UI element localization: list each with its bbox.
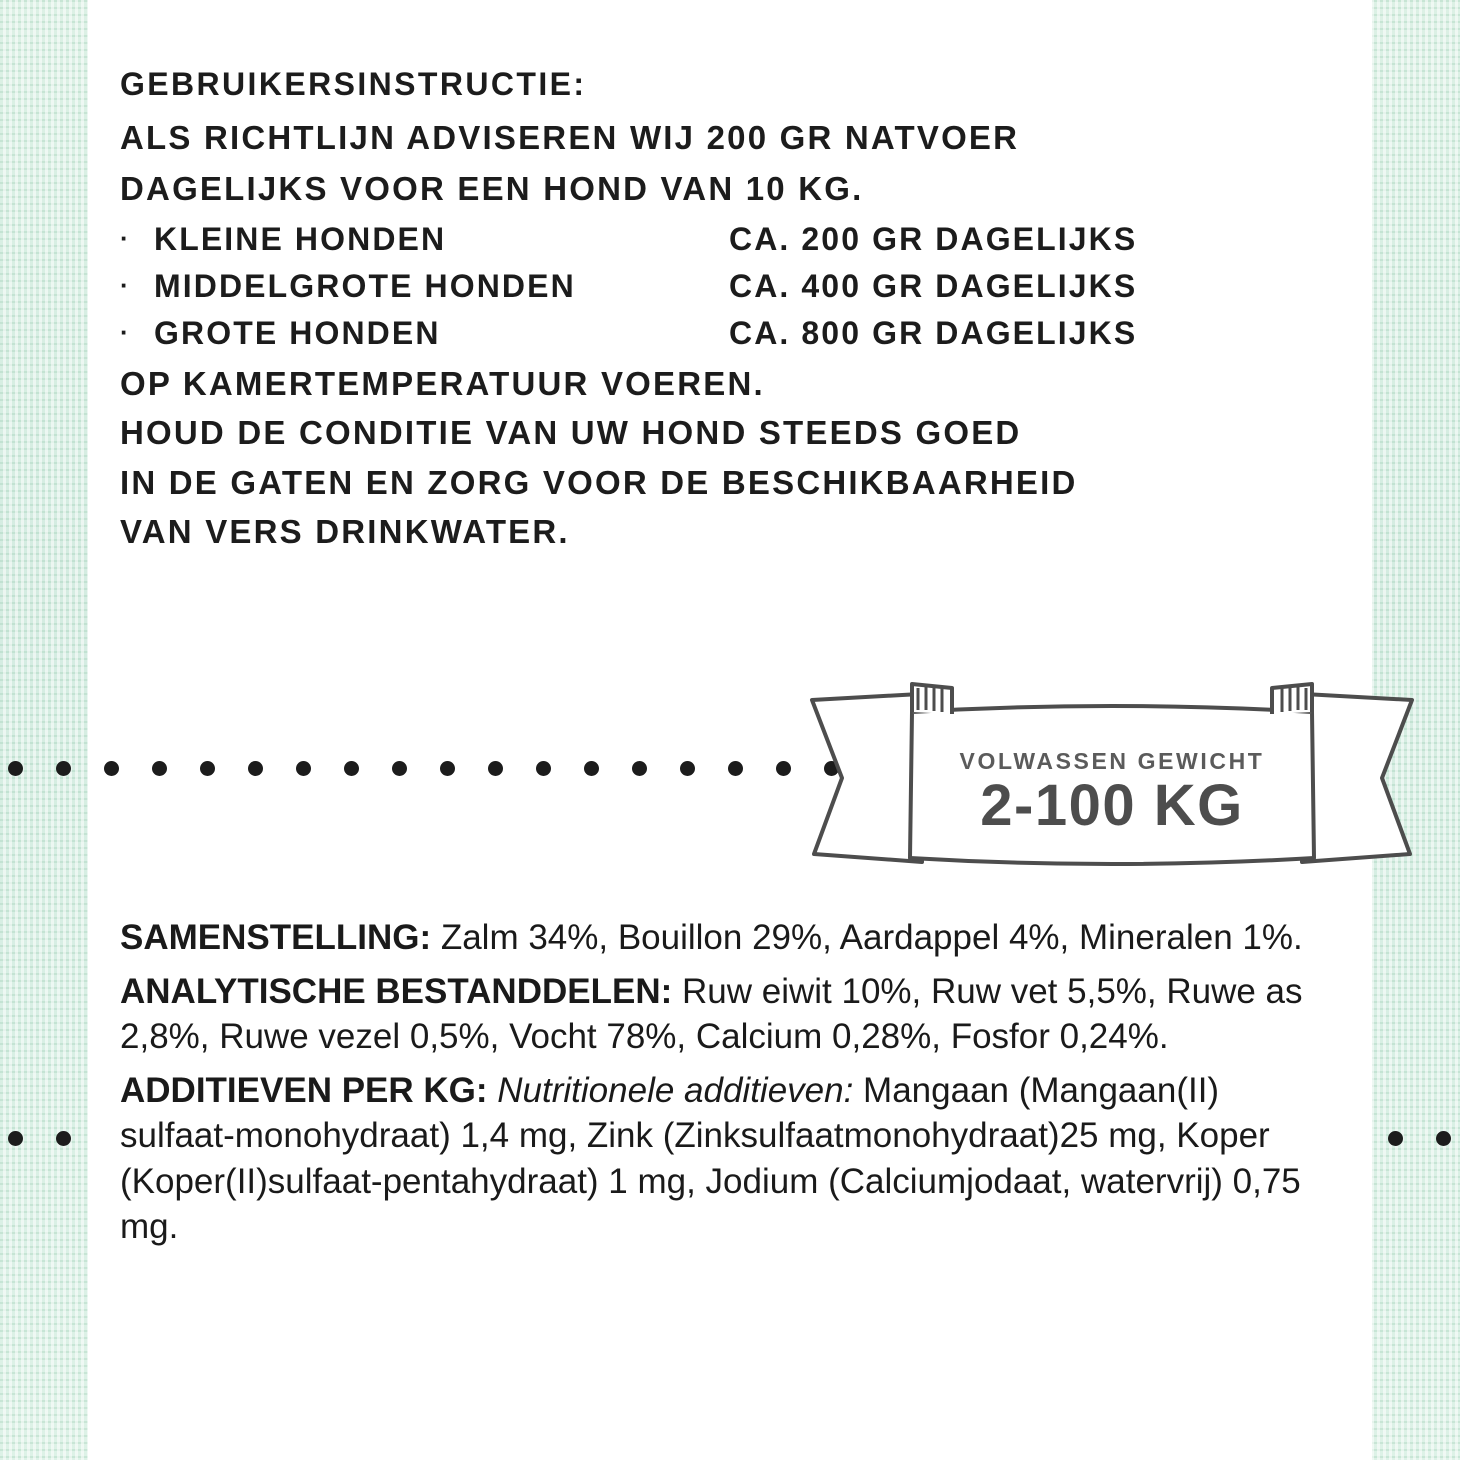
banner-text-group — [802, 672, 1422, 872]
feeding-size-label: KLEINE HONDEN — [154, 221, 447, 258]
instructions-lead-line-2: DAGELIJKS VOOR EEN HOND VAN 10 KG. — [120, 169, 864, 207]
feeding-row — [120, 263, 1340, 310]
nutrition-information — [120, 915, 1340, 1258]
feeding-size-label: GROTE HONDEN — [154, 314, 441, 351]
analytical-paragraph — [120, 969, 1340, 1060]
additives-paragraph — [120, 1068, 1340, 1250]
feeding-amount-label: CA. 800 GR DAGELIJKS — [729, 314, 1138, 351]
feeding-instructions — [120, 0, 1340, 555]
banner-caption: VOLWASSEN GEWICHT — [959, 748, 1265, 774]
bullet-icon: · — [120, 269, 131, 300]
analytical-title: ANALYTISCHE BESTANDDELEN: — [120, 971, 673, 1011]
bullet-icon: · — [120, 316, 131, 347]
instructions-outro-line-2: HOUD DE CONDITIE VAN UW HOND STEEDS GOED — [120, 414, 1022, 452]
composition-title: SAMENSTELLING: — [120, 918, 432, 957]
composition-text: Zalm 34%, Bouillon 29%, Aardappel 4%, Mineralen 1%. — [431, 918, 1303, 957]
instructions-heading: GEBRUIKERSINSTRUCTIE: — [120, 66, 587, 102]
feeding-table — [120, 216, 1340, 356]
instructions-outro-line-4: VAN VERS DRINKWATER. — [120, 512, 570, 550]
additives-text: Mangaan (Mangaan(II) sulfaat-monohydraat) 1,4 mg, Zink (Zinksulfaatmonohydraat)25 mg, Koper (Koper(II)sulfaat-pentahydraat) 1 mg, Jodium (Calciumjodaat, watervrij) 0,75 mg. — [120, 1070, 1301, 1246]
adult-weight-banner — [802, 672, 1422, 872]
additives-subtitle: Nutritionele additieven: — [487, 1070, 854, 1110]
instructions-outro-line-1: OP KAMERTEMPERATUUR VOEREN. — [120, 365, 765, 403]
analytical-text: Ruw eiwit 10%, Ruw vet 5,5%, Ruwe as 2,8%, Ruwe vezel 0,5%, Vocht 78%, Calcium 0,28%, Fosfor 0,24%. — [120, 971, 1303, 1056]
feeding-amount-label: CA. 200 GR DAGELIJKS — [729, 221, 1138, 258]
bullet-icon: · — [120, 223, 131, 254]
instructions-lead-line-1: ALS RICHTLIJN ADVISEREN WIJ 200 GR NATVOER — [120, 118, 1020, 156]
feeding-size-label: MIDDELGROTE HONDEN — [154, 267, 576, 304]
banner-value: 2-100 KG — [980, 773, 1244, 838]
additives-title: ADDITIEVEN PER KG: — [120, 1070, 488, 1110]
instructions-outro-line-3: IN DE GATEN EN ZORG VOOR DE BESCHIKBAARHEID — [120, 463, 1078, 501]
feeding-row — [120, 310, 1340, 357]
composition-paragraph — [120, 915, 1340, 961]
feeding-amount-label: CA. 400 GR DAGELIJKS — [729, 267, 1138, 304]
feeding-row — [120, 216, 1340, 263]
